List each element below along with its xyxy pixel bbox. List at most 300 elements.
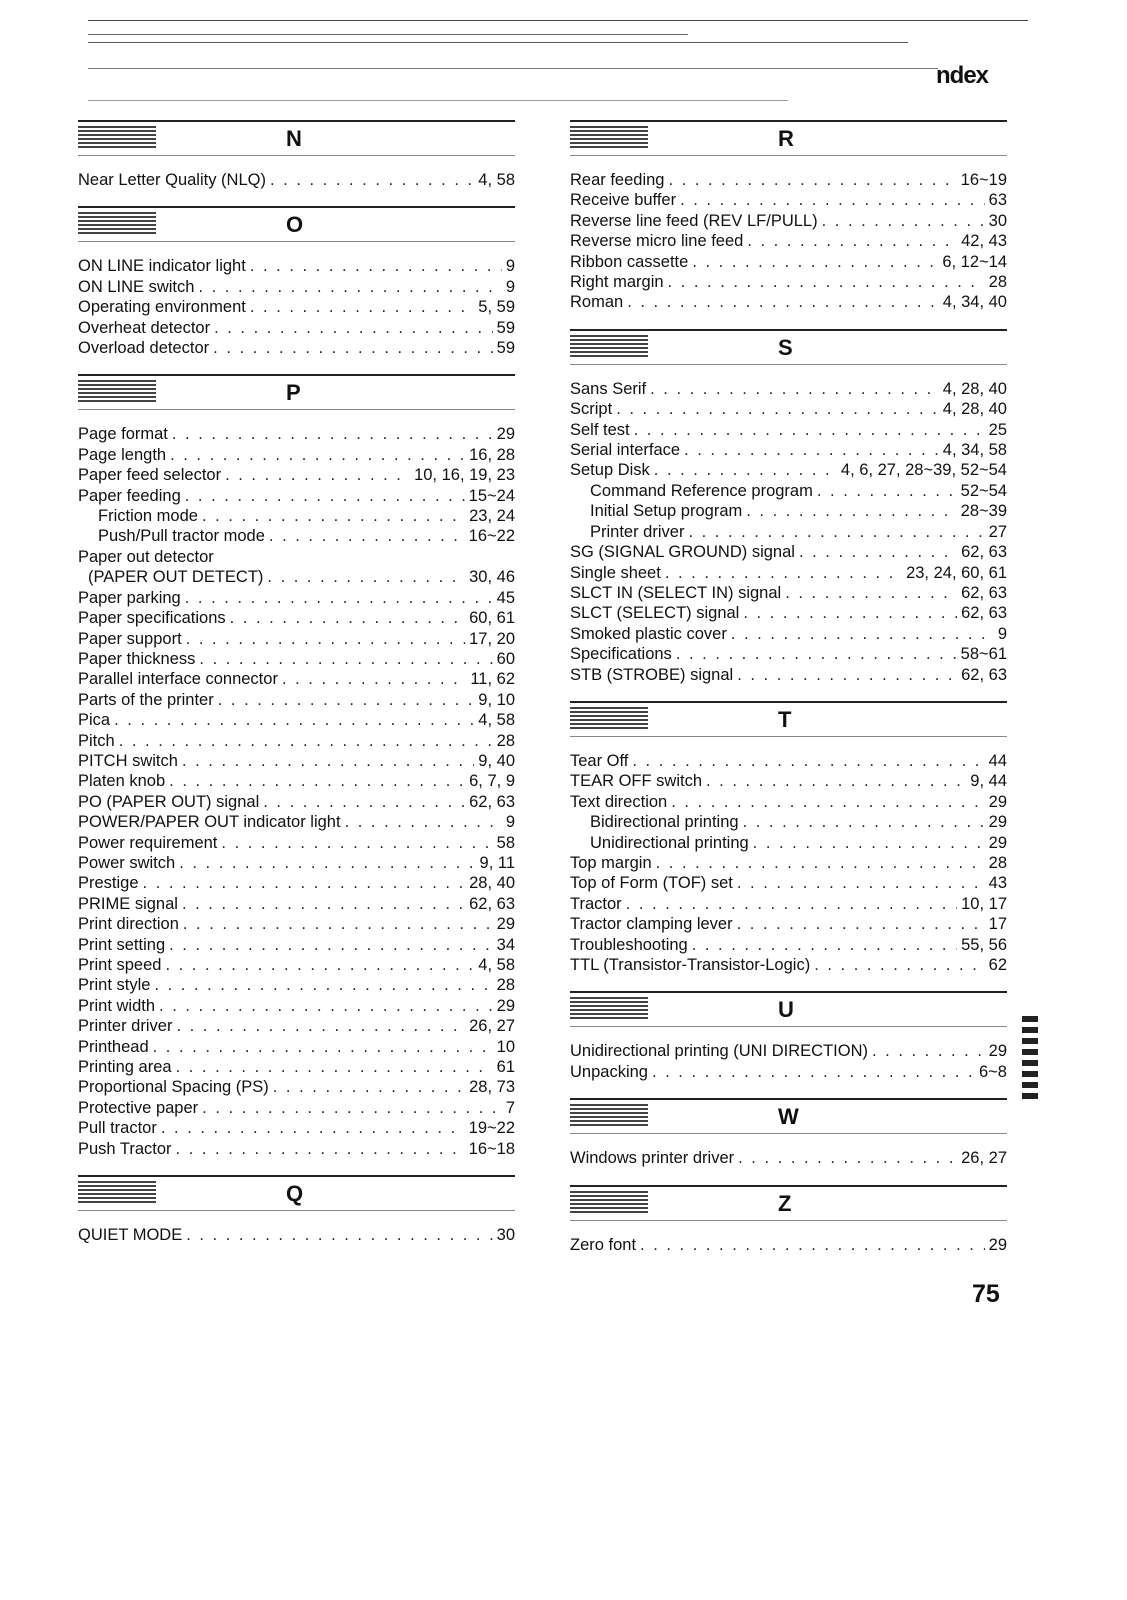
- section-heading: [570, 329, 1007, 365]
- leader-dots: [169, 771, 465, 791]
- section-letter: Z: [778, 1190, 792, 1216]
- index-entry: [570, 272, 1007, 292]
- leader-dots: [213, 338, 492, 358]
- index-entry: [78, 526, 515, 546]
- index-entry-pages: 17, 20: [469, 629, 515, 648]
- index-entry: [570, 501, 1007, 521]
- section-letter: O: [286, 212, 304, 238]
- index-entry-term: Troubleshooting: [570, 935, 688, 954]
- section-heading-bar: [78, 212, 156, 236]
- leader-dots: [743, 603, 957, 623]
- index-entry: [570, 522, 1007, 542]
- leader-dots: [202, 1098, 502, 1118]
- section-heading-bar: [570, 1191, 648, 1215]
- index-entry-pages: 61: [496, 1058, 515, 1077]
- leader-dots: [225, 465, 410, 485]
- leader-dots: [737, 914, 985, 934]
- leader-dots: [282, 669, 466, 689]
- index-entry: [570, 1148, 1007, 1168]
- index-entry-term: Tear Off: [570, 751, 629, 770]
- leader-dots: [747, 231, 957, 251]
- index-entry: [78, 975, 515, 995]
- index-section-w: [570, 1098, 1007, 1168]
- section-letter: U: [778, 997, 794, 1023]
- index-entry-pages: 4, 34, 58: [942, 441, 1007, 460]
- index-entry-pages: 10, 16, 19, 23: [414, 466, 515, 485]
- index-entry: [570, 894, 1007, 914]
- index-entry: [570, 1062, 1007, 1082]
- index-entry: [78, 1118, 515, 1138]
- index-entry-term: Parallel interface connector: [78, 670, 278, 689]
- index-entry-pages: 62, 63: [961, 665, 1007, 684]
- index-entry-term: Paper parking: [78, 588, 181, 607]
- leader-dots: [345, 812, 502, 832]
- section-heading: [570, 991, 1007, 1027]
- section-letter: T: [778, 706, 792, 732]
- index-entry-pages: 62, 63: [961, 583, 1007, 602]
- index-right-column: [570, 120, 1007, 1255]
- index-entry: [78, 1037, 515, 1057]
- index-entry-pages: 59: [496, 339, 515, 358]
- index-entry: [78, 1057, 515, 1077]
- section-heading-bar: [78, 126, 156, 150]
- section-heading-rule: [570, 1026, 1007, 1027]
- index-entry-pages: 16~22: [468, 527, 515, 546]
- index-entry-term: Print style: [78, 976, 151, 995]
- index-entry-pages: 9: [505, 257, 515, 276]
- leader-dots: [250, 256, 502, 276]
- index-entry-pages: 28: [496, 731, 515, 750]
- index-entry-pages: 27: [988, 522, 1007, 541]
- index-entry-pages: 29: [988, 813, 1007, 832]
- index-entry-term: ON LINE switch: [78, 277, 195, 296]
- leader-dots: [169, 935, 493, 955]
- leader-dots: [627, 292, 939, 312]
- index-entry-term: Unpacking: [570, 1062, 648, 1081]
- section-heading-rule: [78, 155, 515, 156]
- index-entry-pages: 6, 7, 9: [469, 772, 515, 791]
- index-entry-term: Page length: [78, 445, 167, 464]
- index-entry-pages: 25: [988, 420, 1007, 439]
- index-entry: [78, 486, 515, 506]
- leader-dots: [817, 481, 957, 501]
- index-entry-pages: 28: [988, 853, 1007, 872]
- index-entry-pages: 29: [988, 792, 1007, 811]
- index-entry-pages: 62, 63: [469, 792, 515, 811]
- leader-dots: [632, 751, 984, 771]
- leader-dots: [746, 501, 956, 521]
- index-entry-term: Protective paper: [78, 1098, 199, 1117]
- index-entry-pages: 9: [505, 813, 515, 832]
- index-entry-term: Print direction: [78, 915, 179, 934]
- index-entry: [78, 1077, 515, 1097]
- side-thumb-marks: [1022, 1016, 1038, 1112]
- index-entry: [78, 669, 515, 689]
- index-entry-term: STB (STROBE) signal: [570, 665, 734, 684]
- index-entry: [570, 792, 1007, 812]
- index-entry: [570, 170, 1007, 190]
- index-section-n: [78, 120, 515, 190]
- index-entry: [78, 690, 515, 710]
- index-entry: [570, 624, 1007, 644]
- index-entry-pages: 4, 34, 40: [942, 293, 1007, 312]
- leader-dots: [114, 710, 474, 730]
- section-heading-bar: [570, 126, 648, 150]
- index-entry: [78, 318, 515, 338]
- index-entry-pages: 4, 58: [478, 171, 515, 189]
- index-entry-pages: 28, 40: [469, 874, 515, 893]
- index-entry-term: Paper support: [78, 629, 182, 648]
- section-heading: [78, 120, 515, 156]
- index-entry: [78, 771, 515, 791]
- section-heading-rule: [570, 364, 1007, 365]
- index-entry-pages: 58~61: [960, 645, 1007, 664]
- index-entry-term: Zero font: [570, 1235, 637, 1254]
- index-entry-pages: 30, 46: [469, 568, 515, 587]
- index-entry-pages: 62, 63: [469, 894, 515, 913]
- index-entry-term: SG (SIGNAL GROUND) signal: [570, 543, 795, 562]
- index-entry-term: PO (PAPER OUT) signal: [78, 792, 260, 811]
- index-entry-pages: 4, 58: [478, 956, 515, 974]
- index-entry-term: QUIET MODE: [78, 1226, 183, 1245]
- index-entry: [570, 812, 1007, 832]
- leader-dots: [822, 211, 985, 231]
- index-entry-term: Power switch: [78, 853, 176, 872]
- index-entry-pages: 62: [988, 956, 1007, 974]
- index-entry-pages: 9, 40: [478, 751, 515, 770]
- index-entry: [570, 771, 1007, 791]
- leader-dots: [676, 644, 957, 664]
- index-entry: [570, 440, 1007, 460]
- section-heading: [78, 206, 515, 242]
- index-entry-pages: 28~39: [960, 502, 1007, 521]
- index-entry-pages: 9: [997, 624, 1007, 643]
- leader-dots: [159, 996, 493, 1016]
- index-entry-pages: 16, 28: [469, 445, 515, 464]
- index-entry-pages: 62, 63: [961, 604, 1007, 623]
- leader-dots: [186, 629, 465, 649]
- index-entry: [78, 608, 515, 628]
- leader-dots: [634, 420, 985, 440]
- index-entry-pages: 9, 44: [970, 772, 1007, 791]
- leader-dots: [738, 1148, 957, 1168]
- index-entry: [570, 460, 1007, 480]
- index-entry: [78, 277, 515, 297]
- index-entry: [78, 710, 515, 730]
- index-entry-term: Proportional Spacing (PS): [78, 1078, 269, 1097]
- leader-dots: [737, 665, 957, 685]
- section-heading: [570, 701, 1007, 737]
- index-entry-pages: 15~24: [468, 486, 515, 505]
- leader-dots: [785, 583, 957, 603]
- index-entry-pages: 9, 11: [479, 853, 515, 872]
- leader-dots: [119, 731, 493, 751]
- index-entry: [78, 465, 515, 485]
- leader-dots: [267, 567, 465, 587]
- index-entry-term: Push Tractor: [78, 1139, 172, 1158]
- leader-dots: [753, 833, 985, 853]
- index-entry-term: Ribbon cassette: [570, 252, 689, 271]
- leader-dots: [176, 1016, 465, 1036]
- index-entry: [78, 914, 515, 934]
- section-heading: [78, 374, 515, 410]
- index-entry-term: Paper out detector: [78, 547, 214, 566]
- leader-dots: [179, 853, 475, 873]
- index-section-u: [570, 991, 1007, 1082]
- index-entry-term: Sans Serif: [570, 379, 647, 398]
- index-entry: [570, 583, 1007, 603]
- leader-dots: [269, 526, 465, 546]
- index-entry-pages: 62, 63: [961, 543, 1007, 562]
- index-entry: [570, 955, 1007, 975]
- index-section-s: [570, 329, 1007, 685]
- index-entry: [78, 1225, 515, 1245]
- index-entry: [78, 506, 515, 526]
- index-entry-pages: 4, 28, 40: [942, 379, 1007, 398]
- index-entry: [570, 481, 1007, 501]
- index-entry-pages: 19~22: [468, 1119, 515, 1138]
- section-letter: W: [778, 1104, 799, 1130]
- leader-dots: [668, 272, 985, 292]
- index-entry: [570, 542, 1007, 562]
- section-heading-rule: [78, 241, 515, 242]
- index-entry-pages: 23, 24, 60, 61: [906, 563, 1007, 582]
- index-entry-term: Overload detector: [78, 339, 210, 358]
- leader-dots: [170, 445, 465, 465]
- index-entry-term: TEAR OFF switch: [570, 772, 703, 791]
- index-section-q: [78, 1175, 515, 1245]
- index-entry: [78, 170, 515, 190]
- index-entry-term: SLCT (SELECT) signal: [570, 604, 740, 623]
- index-entry: [570, 211, 1007, 231]
- index-entry: [78, 297, 515, 317]
- section-heading-bar: [78, 1181, 156, 1205]
- index-entry-term: Power requirement: [78, 833, 218, 852]
- index-entry-term: Paper specifications: [78, 609, 226, 628]
- index-entry-pages: 28: [988, 273, 1007, 292]
- leader-dots: [665, 563, 902, 583]
- index-entry: [78, 588, 515, 608]
- index-entry-term: Smoked plastic cover: [570, 624, 727, 643]
- index-entry-term: Paper feeding: [78, 486, 181, 505]
- index-entry-term: Platen knob: [78, 772, 166, 791]
- index-section-r: [570, 120, 1007, 313]
- index-entry: [78, 1098, 515, 1118]
- index-entry-pages: 29: [988, 1042, 1007, 1061]
- index-entry: [570, 231, 1007, 251]
- index-entry-term: Unidirectional printing: [590, 833, 749, 852]
- index-entry-pages: 23, 24: [469, 507, 515, 526]
- index-entry: [570, 873, 1007, 893]
- index-entry: [78, 935, 515, 955]
- index-entry: [78, 445, 515, 465]
- leader-dots: [154, 975, 492, 995]
- leader-dots: [652, 1062, 975, 1082]
- index-entry-term: Initial Setup program: [590, 502, 743, 521]
- section-heading-rule: [570, 1133, 1007, 1134]
- section-letter: R: [778, 126, 794, 151]
- section-heading-bar: [570, 707, 648, 731]
- leader-dots: [221, 833, 492, 853]
- index-entry-pages: 55, 56: [961, 935, 1007, 954]
- index-entry-term: Serial interface: [570, 441, 681, 460]
- index-entry-term: Rear feeding: [570, 171, 665, 189]
- section-heading: [570, 1098, 1007, 1134]
- index-entry-term: Tractor clamping lever: [570, 915, 733, 934]
- index-entry: [570, 252, 1007, 272]
- index-entry-pages: 4, 6, 27, 28~39, 52~54: [840, 461, 1007, 480]
- leader-dots: [263, 792, 465, 812]
- leader-dots: [198, 277, 501, 297]
- leader-dots: [680, 190, 985, 210]
- index-entry: [570, 563, 1007, 583]
- index-entry: [570, 914, 1007, 934]
- section-heading: [78, 1175, 515, 1211]
- index-entry-term: Print width: [78, 996, 156, 1015]
- index-entry: [570, 853, 1007, 873]
- index-entry-term: Printer driver: [78, 1017, 173, 1036]
- leader-dots: [731, 624, 994, 644]
- index-entry-term: Text direction: [570, 792, 668, 811]
- index-entry-pages: 9, 10: [478, 690, 515, 709]
- leader-dots: [671, 792, 984, 812]
- index-entry-pages: 30: [496, 1226, 515, 1245]
- index-section-o: [78, 206, 515, 358]
- index-entry-term: Reverse line feed (REV LF/PULL): [570, 211, 818, 230]
- index-entry-term: Command Reference program: [590, 481, 813, 500]
- leader-dots: [640, 1235, 985, 1255]
- section-heading-bar: [570, 335, 648, 359]
- index-entry-term: (PAPER OUT DETECT): [88, 568, 264, 587]
- index-entry: [78, 792, 515, 812]
- index-entry-pages: 16~18: [468, 1139, 515, 1158]
- index-entry-term: Paper feed selector: [78, 466, 222, 485]
- index-entry: [78, 1016, 515, 1036]
- index-entry: [78, 955, 515, 975]
- index-entry-pages: 9: [505, 277, 515, 296]
- leader-dots: [684, 440, 939, 460]
- index-entry-term: Pica: [78, 711, 111, 730]
- leader-dots: [230, 608, 465, 628]
- index-entry-term: TTL (Transistor-Transistor-Logic): [570, 956, 811, 974]
- index-entry-term: Top of Form (TOF) set: [570, 874, 733, 893]
- index-entry-pages: 29: [496, 425, 515, 444]
- index-entry: [570, 379, 1007, 399]
- leader-dots: [814, 955, 984, 975]
- section-heading-rule: [78, 409, 515, 410]
- leader-dots: [626, 894, 957, 914]
- index-entry: [570, 665, 1007, 685]
- index-entry-pages: 6, 12~14: [942, 252, 1007, 271]
- index-entry-pages: 58: [496, 833, 515, 852]
- index-entry-term: Tractor: [570, 894, 622, 913]
- index-entry-pages: 42, 43: [961, 232, 1007, 251]
- index-entry-term: Near Letter Quality (NLQ): [78, 171, 266, 189]
- index-entry-pages: 52~54: [960, 481, 1007, 500]
- index-entry: [570, 420, 1007, 440]
- index-entry-pages: 10: [496, 1037, 515, 1056]
- index-entry: [78, 812, 515, 832]
- index-entry-term: Script: [570, 400, 613, 419]
- index-entry-term: Printing area: [78, 1058, 172, 1077]
- index-entry-pages: 4, 58: [478, 711, 515, 730]
- index-entry-pages: 28, 73: [469, 1078, 515, 1097]
- leader-dots: [250, 297, 474, 317]
- index-entry: [570, 644, 1007, 664]
- leader-dots: [214, 318, 493, 338]
- leader-dots: [616, 399, 939, 419]
- index-entry: [78, 894, 515, 914]
- index-entry: [570, 399, 1007, 419]
- leader-dots: [182, 894, 465, 914]
- index-entry-pages: 60: [496, 649, 515, 668]
- section-heading-rule: [570, 155, 1007, 156]
- index-entry: [78, 751, 515, 771]
- index-entry: [78, 649, 515, 669]
- leader-dots: [185, 486, 465, 506]
- leader-dots: [176, 1057, 493, 1077]
- section-letter: Q: [286, 1181, 304, 1207]
- leader-dots: [182, 751, 474, 771]
- index-entry-term: Pull tractor: [78, 1119, 157, 1138]
- index-entry: [78, 873, 515, 893]
- index-entry-term: Unidirectional printing (UNI DIRECTION): [570, 1042, 868, 1061]
- leader-dots: [692, 935, 957, 955]
- index-entry: [78, 338, 515, 358]
- leader-dots: [165, 955, 474, 975]
- leader-dots: [199, 649, 492, 669]
- index-entry: [78, 731, 515, 751]
- index-entry: [78, 547, 515, 567]
- leader-dots: [176, 1139, 465, 1159]
- index-entry: [78, 424, 515, 444]
- leader-dots: [668, 170, 956, 190]
- header-scan-lines: [88, 12, 1048, 112]
- index-entry-term: Friction mode: [98, 507, 198, 526]
- section-letter: S: [778, 334, 793, 360]
- index-entry-term: SLCT IN (SELECT IN) signal: [570, 583, 782, 602]
- index-entry: [570, 935, 1007, 955]
- leader-dots: [706, 771, 966, 791]
- index-entry-pages: 44: [988, 751, 1007, 770]
- index-entry: [78, 1139, 515, 1159]
- index-entry-pages: 63: [988, 191, 1007, 210]
- index-entry-term: Printer driver: [590, 522, 685, 541]
- index-entry: [570, 751, 1007, 771]
- leader-dots: [186, 1225, 492, 1245]
- section-letter: N: [286, 126, 302, 151]
- index-entry-pages: 6~8: [979, 1062, 1007, 1081]
- index-entry-pages: 60, 61: [469, 609, 515, 628]
- section-heading-bar: [570, 997, 648, 1021]
- section-heading-bar: [570, 1104, 648, 1128]
- index-entry-pages: 29: [988, 833, 1007, 852]
- leader-dots: [799, 542, 957, 562]
- index-entry: [570, 833, 1007, 853]
- index-entry-pages: 10, 17: [961, 894, 1007, 913]
- index-entry-term: Single sheet: [570, 563, 661, 582]
- index-entry-pages: 4, 28, 40: [942, 400, 1007, 419]
- index-entry-pages: 5, 59: [478, 298, 515, 317]
- leader-dots: [270, 170, 474, 190]
- leader-dots: [650, 379, 939, 399]
- index-entry: [78, 996, 515, 1016]
- index-entry-pages: 34: [496, 935, 515, 954]
- index-entry: [78, 853, 515, 873]
- leader-dots: [161, 1118, 465, 1138]
- index-entry-pages: 26, 27: [961, 1149, 1007, 1168]
- section-heading-rule: [570, 736, 1007, 737]
